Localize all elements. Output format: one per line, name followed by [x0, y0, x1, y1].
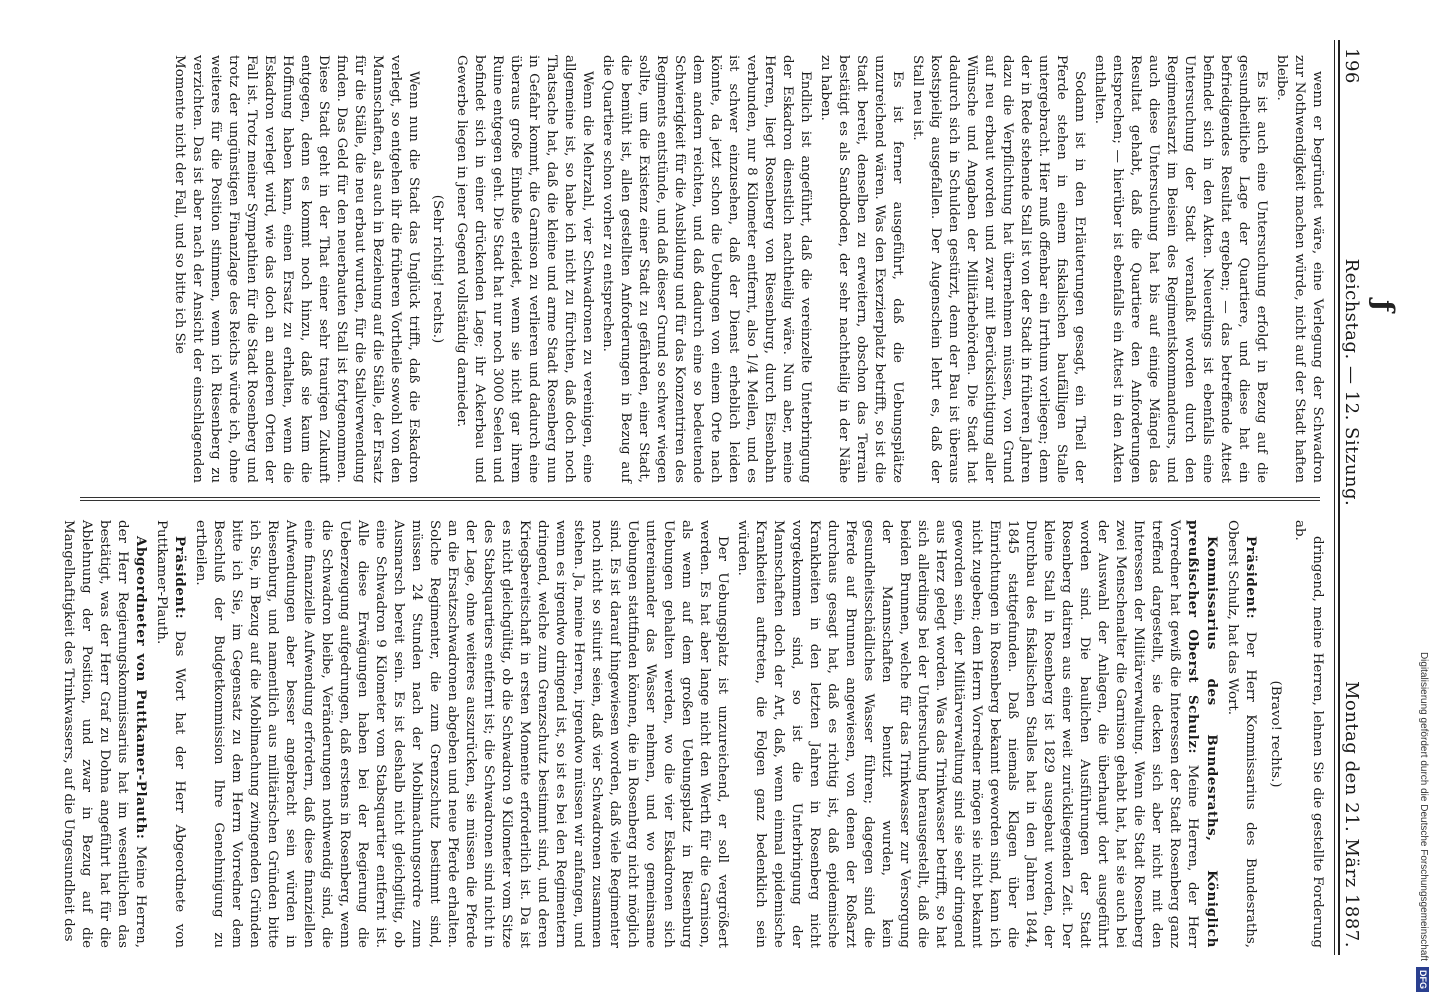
left-column: [86, 55, 1326, 483]
text-paragraph: wenn er begründet wäre, eine Verlegung der Schwadron zur Nothwendigkeit machen würde, nicht auf der Stadt haften bleibe.: [1274, 55, 1325, 483]
stage-direction: (Sehr richtig! rechts.): [430, 194, 445, 344]
session-date: Montag den 21. März 1887.: [1341, 681, 1362, 948]
speaker-name: Kommissarius des Bundesraths, Königlich preußischer Oberst Schulz:: [1185, 520, 1220, 948]
credit-text: Digitalisierung gefördert durch die Deutsche Forschungsgemeinschaft: [1418, 651, 1429, 961]
text-paragraph: Sodann ist in den Erläuterungen gesagt, ein Theil der Pferde stehen in einem fiskalischen baufälligen Stalle untergebracht. Hier muß offenbar ein Irrthum vorliegen; denn der in Rede stehende Stall ist von der Stadt in früheren Jahren dazu die Verpflichtung hat übernehmen müssen, von Grund auf neu erbaut worden und zwar mit Berücksichtigung aller Wünsche und Angaben der Militärbehörden. Die Stadt hat dadurch sich in Schulden gestürzt, denn der Bau ist überaus kostspielig ausgefallen. Der Augenschein lehrt es, daß der Stall neu ist.: [910, 55, 1087, 483]
dfg-logo: DFG: [1417, 967, 1430, 992]
footer-strip: [1414, 0, 1432, 1000]
speaker-name: Präsident:: [1243, 536, 1259, 620]
header-rule: [1338, 40, 1340, 955]
text-paragraph: Es ist auch eine Untersuchung erfolgt in Bezug auf die gesundheitliche Lage der Quartiere, und diese hat ein befriedigendes Resultat ergeben; — das betreffende Attest befindet sich in den Akten. Neuerdings ist ebenfalls eine Untersuchung der Stadt veranlaßt worden durch den Regimentsarzt im Beisein des Regimentskommandeurs, und auch diese Untersuchung hat bis auf einige Mängel das Resultat gehabt, daß die Quartiere den Anforderungen entsprechen; — hierüber ist ebenfalls ein Attest in den Akten enthalten.: [1092, 55, 1269, 483]
text-paragraph: Wenn die Mehrzahl, vier Schwadronen zu vereinigen, eine allgemeine ist, so habe ich nicht zu fürchten, daß doch noch Thatsache hat, daß die kleine und arme Stadt Rosenberg nun in Gefahr kommt, die Garnison zu verlieren und dadurch eine überaus große Einbuße erleidet, wenn sie nicht gar ihrem Ruine entgegen geht. Die Stadt hat nur noch 3000 Seelen und befindet sich in einer drückenden Lage; ihr Ackerbau und Gewerbe liegen in jener Gegend vollständig darnieder.: [454, 55, 595, 483]
session-title: Reichstag. — 12. Sitzung.: [1341, 258, 1362, 507]
text-paragraph: Der Uebungsplatz ist unzureichend, er soll vergrößert werden. Es hat aber lange nicht den Werth für die Garnison, als wenn auf dem großen Uebungsplatz in Riesenburg Uebungen gehalten werden, wo die vier Eskadronen sich untereinander das Wasser nehmen, und wo gemeinsame Uebungen stattfinden können, die in Rosenberg nicht möglich sind. Es ist darauf hingewiesen worden, daß viele Regimenter noch nicht so situirt seien, daß vier Schwadronen zusammen stehen. Ja, meine Herren, irgendwo müssen wir anfangen, und wenn es irgendwo dringend ist, so ist es bei den Regimentern dringend, welche zum Grenzschutz bestimmt sind, und deren Kriegsbereitschaft in ersten Momente erforderlich ist. Da ist es nicht gleichgültig, ob die Schwadron 9 Kilometer vom Sitze des Stabsquartiers entfernt ist; die Schwadronen sind nicht in der Lage, ohne weiteres auszurücken, sie müssen die Pferde an die Ersatzschwadronen abgeben und neue Pferde erhalten. Solche Regimenter, die zum Grenzschutz bestimmt sind, müssen 24 Stunden nach der Mobilmachungsordre zum Ausmarsch bereit sein. Es ist deshalb nicht gleichgiltig, ob eine Schwadron 9 Kilometer vom Stabsquartier entfernt ist. Alle diese Erwägungen haben bei der Regierung die Ueberzeugung aufgedrungen, daß erstens in Rosenberg, wenn die Schwadron bleibe, Veränderungen nothwendig sind, die eine finanzielle Aufwendung erfordern, daß diese finanziellen Aufwendungen aber besser angebracht sein würden in Riesenburg, und namentlich aus militärischen Gründen bitte ich Sie, in Bezug auf die Mobilmachung zwingenden Gründen bitte ich Sie, im Gegensatz zu dem Herrn Vorredner dem Beschluß der Budgetkommission Ihre Genehmigung zu ertheilen.: [193, 520, 730, 948]
page-header: [1341, 48, 1362, 948]
page-number: 196: [1341, 48, 1362, 84]
speaker-name: Abgeordneter von Puttkamer-Plauth:: [133, 536, 149, 840]
speech-text: Meine Herren, der Herr Vorredner hat gewiß die Interessen der Stadt Rosenberg ganz treffend dargestellt, sie decken sich aber nicht mit den Interessen der Militärverwaltung. Wenn die Stadt Rosenberg zwei Menschenalter die Garnison gehabt hat, hat sie auch bei der Auswahl der Anlagen, die überhaupt dort ausgeführt worden sind. Die baulichen Ausführungen der Stadt Rosenberg datiren aus einer weit zurückliegenden Zeit. Der kleine Stall in Rosenberg ist 1829 ausgebaut worden, der Durchbau des fiskalischen Stalles hat in den Jahren 1844, 1845 stattgefunden. Daß niemals Klagen über die Einrichtungen in Rosenberg bekannt geworden sind, kann ich nicht zugeben; dem Herrn Vorredner mögen sie nicht bekannt geworden sein, der Militärverwaltung sind sie sehr dringend aus Herz gelegt worden. Was das Trinkwasser betrifft, so hat sich allerdings bei der Untersuchung herausgestellt, daß die beiden Brunnen, welche für das Trinkwasser zur Versorgung der Mannschaften benutzt wurden, kein gesundheitsschädliches Wasser führen; dagegen sind die Pferde auf Brunnen angewiesen, von denen der Roßarzt durchaus gesagt hat, daß es richtig ist, daß epidemische Krankheiten in den letzten Jahren in Rosenberg nicht vorgekommen sind, so ist die Unterbringung der Mannschaften doch der Art, daß, wenn einmal epidemische Krankheiten auftreten, die Folgen ganz bedenklich sein würden.: [735, 520, 1200, 948]
speech-paragraph: [152, 520, 189, 948]
text-paragraph: dringend, meine Herren, lehnen Sie die gestellte Forderung ab.: [1292, 520, 1325, 948]
speech-text: Das Wort hat der Herr Abgeordnete von Puttkamer-Plauth.: [154, 520, 187, 948]
ink-mark: ƒ: [1367, 300, 1400, 313]
speech-text: Meine Herren, der Herr Regierungskommissarius hat im wesentlichen das bestätigt, was der Herr Graf zu Dohna angeführt hat für die Ablehnung der Position, und zwar in Bezug auf die Mangelhaftigkeit des Trinkwassers, auf die Ungesundheit des: [61, 520, 148, 948]
speech-paragraph: [1223, 520, 1260, 948]
speech-text: Der Herr Kommissarius des Bundesraths, Oberst Schulz, hat das Wort.: [1225, 520, 1258, 948]
text-paragraph: Es ist ferner ausgeführt, daß die Uebungsplätze unzureichend wären. Was den Exerzierplatz betrifft, so ist die Stadt bereit, denselben zu erweitern, obschon das Terrain bestätigt es als Sandboden, der sehr nachtheilig in der Nähe zu haben.: [818, 55, 905, 483]
stage-direction: (Bravo! rechts.): [1268, 680, 1283, 788]
text-paragraph: Wenn nun die Stadt das Unglück trifft, daß die Eskadron verlegt, so entgehen ihr die früheren Vortheile sowohl von den Mannschaften, als auch in Beziehung auf die Ställe, der Ersatz für die Ställe, die neu erbaut wurden, für die Stallverwendung finden. Das Geld für den neuerbauten Stall ist fortgenommen. Diese Stadt geht in der That einer sehr traurigen Zukunft entgegen, denn es kommt noch hinzu, daß sie kaum die Hoffnung haben kann, einen Ersatz zu erhalten, wenn die Eskadron verlegt wird, wie das doch an anderen Orten der Fall ist. Trotz meiner Sympathien für die Stadt Rosenberg und trotz der ungünstigen Finanzlage des Reichs würde ich, ohne weiteres für die Position stimmen, wenn ich Riesenberg zu verzichten. Das ist aber nach der Ansicht der einschlagenden Momente nicht der Fall, und so bitte ich Sie: [172, 55, 421, 483]
header-rule-thin: [1334, 40, 1335, 955]
speaker-name: Präsident:: [172, 536, 188, 620]
digitization-credit: [1414, 0, 1432, 1000]
speech-paragraph: [59, 520, 150, 948]
column-divider: [80, 497, 1320, 498]
right-column: [61, 520, 1326, 948]
text-paragraph: Endlich ist angeführt, daß die vereinzelte Unterbringung der Eskadron dienstlich nachtheilig wäre. Nun aber, meine Herren, liegt Rosenberg von Riesenburg, durch Eisenbahn verbunden, nur 8 Kilometer entfernt, also 1/4 Meilen, und es ist schwer einzusehen, daß der Dienst erheblich leiden könnte, da jetzt schon die Uebungen von einem Orte nach dem andern reichten, und daß dadurch eine so bedeutende Schwierigkeit für die Ausbildung und für das Konzentriren des Regiments entstünde, und daß dieser Grund so schwer wiegen sollte, um die Existenz einer Stadt zu gefährden, einer Stadt, die bemüht ist, allen gestellten Anforderungen in Bezug auf die Quartiere schon vorher zu entsprechen.: [600, 55, 813, 483]
speech-paragraph: [733, 520, 1221, 948]
column-divider-double: [80, 500, 1320, 501]
